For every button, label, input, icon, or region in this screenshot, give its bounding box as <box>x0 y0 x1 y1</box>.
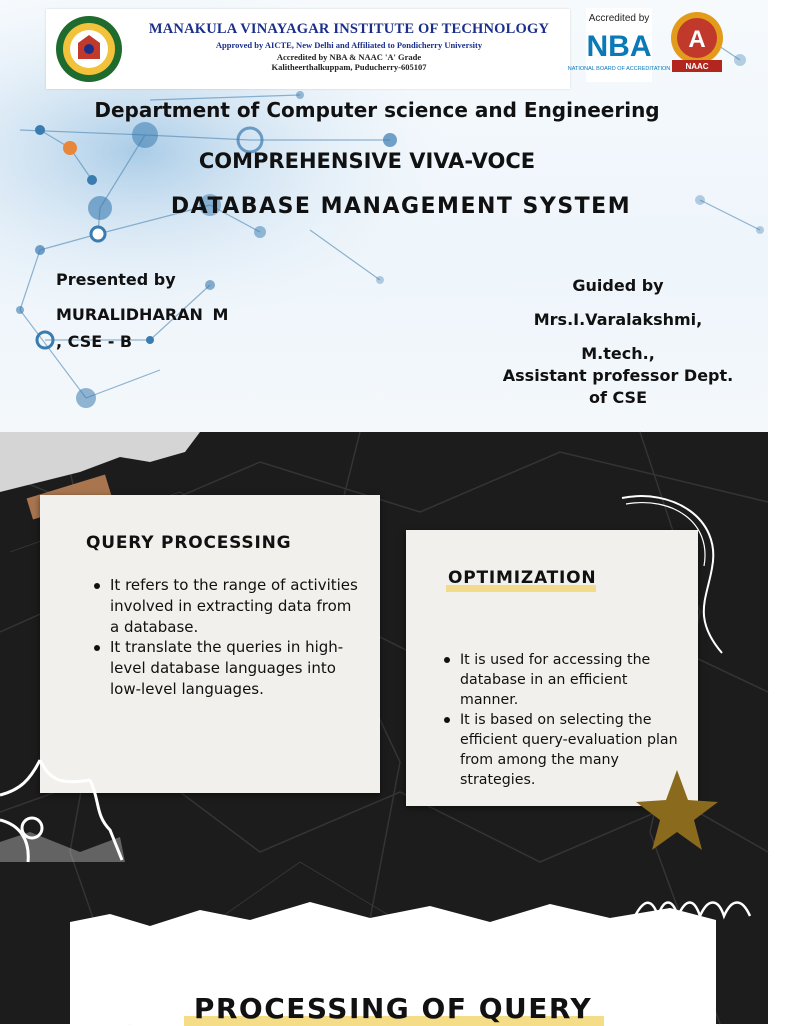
curl-doodle-icon <box>612 488 742 658</box>
query-processing-title: QUERY PROCESSING <box>86 533 292 553</box>
list-item: It is based on selecting the efficient query-evaluation plan from among the many strategies. <box>444 710 688 790</box>
processing-of-query-title: PROCESSING OF QUERY <box>193 992 593 1025</box>
nba-logo-icon <box>567 8 671 82</box>
institute-address: Kalitheerthalkuppam, Puducherry-605107 <box>271 62 427 72</box>
nba-logo-text: NBA <box>586 30 652 63</box>
query-processing-bullets <box>94 575 364 700</box>
star-icon <box>634 768 720 852</box>
institute-accreditation: Accredited by NBA & NAAC 'A' Grade <box>276 52 422 62</box>
list-item: It translate the queries in high-level database languages into low-level languages. <box>94 637 364 699</box>
institute-header <box>46 9 570 89</box>
presenter-class: , CSE - B <box>56 332 133 351</box>
guide-role: Assistant professor Dept. <box>502 366 734 385</box>
viva-voce-title: COMPREHENSIVE VIVA-VOCE <box>198 149 536 173</box>
query-processing-card <box>40 495 380 793</box>
content-slide <box>0 432 768 1024</box>
institute-name: MANAKULA VINAYAGAR INSTITUTE OF TECHNOLOGY <box>148 21 550 37</box>
department-title: Department of Computer science and Engineering <box>94 98 660 122</box>
list-item: It is used for accessing the database in an efficient manner. <box>444 650 688 710</box>
nba-caption: NATIONAL BOARD OF ACCREDITATION <box>567 66 671 72</box>
guide-degree: M.tech., <box>581 344 655 363</box>
list-item: It refers to the range of activities involved in extracting data from a database. <box>94 575 364 637</box>
nba-top-text: Accredited by <box>588 13 650 24</box>
naac-label: NAAC <box>685 62 709 71</box>
presenter-name: MURALIDHARAN M <box>56 305 229 324</box>
guided-by-label: Guided by <box>572 276 664 295</box>
subject-title: DATABASE MANAGEMENT SYSTEM <box>170 194 632 219</box>
institute-approval: Approved by AICTE, New Delhi and Affiliated to Pondicherry University <box>215 40 483 50</box>
guide-department: of CSE <box>588 388 647 407</box>
title-slide <box>0 0 768 432</box>
flower-doodle-icon <box>0 750 130 862</box>
naac-grade: A <box>688 26 706 53</box>
presented-by-label: Presented by <box>56 270 176 289</box>
optimization-title: OPTIMIZATION <box>448 568 597 588</box>
institute-seal-icon <box>54 13 124 85</box>
guide-name: Mrs.I.Varalakshmi, <box>533 310 703 329</box>
naac-logo-icon <box>668 8 726 78</box>
